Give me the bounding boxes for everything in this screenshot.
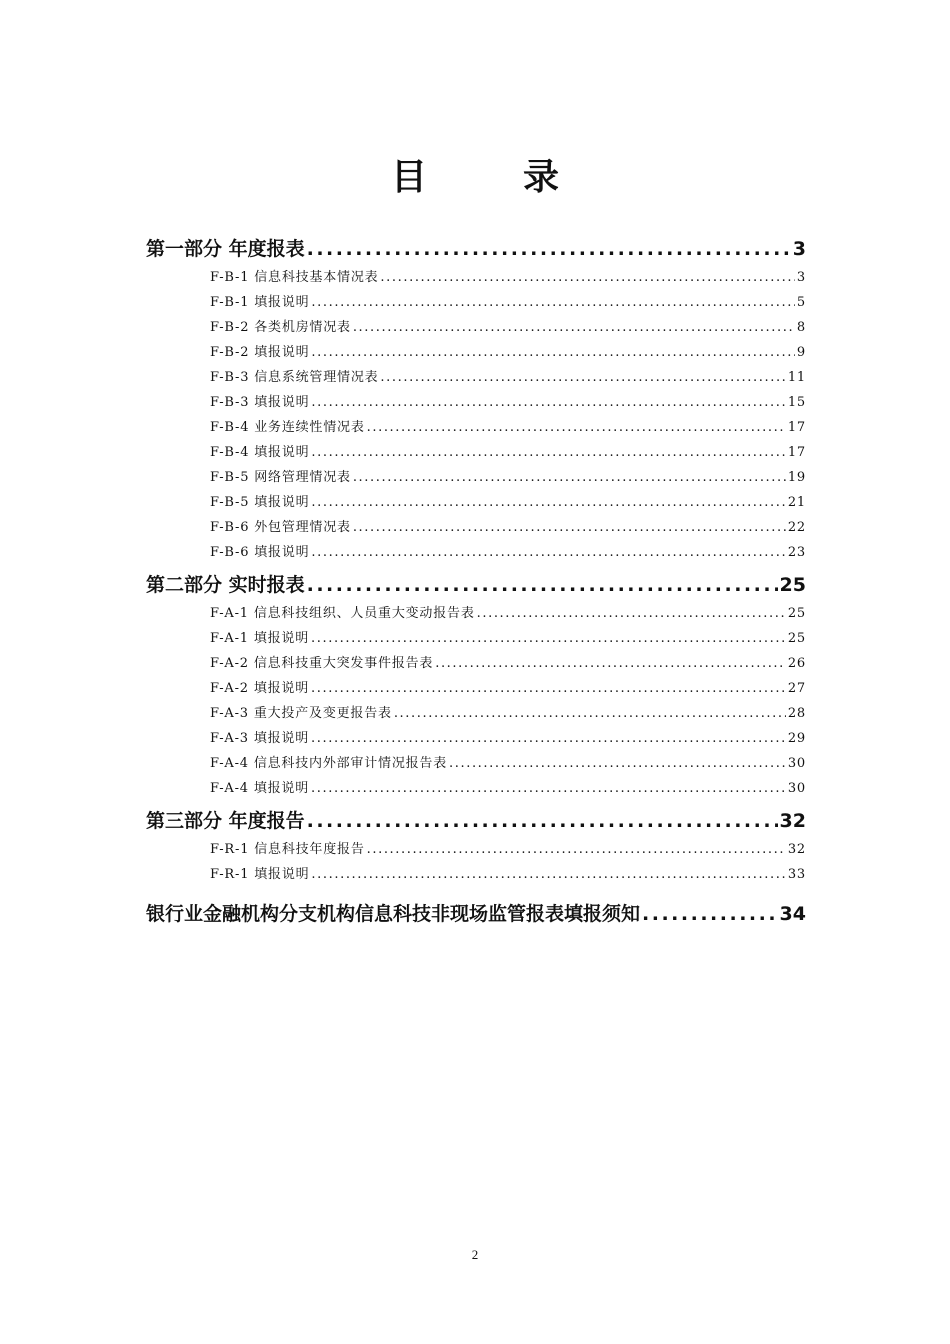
dot-leader — [367, 415, 786, 440]
toc-item-label: F-A-1 信息科技组织、人员重大变动报告表 — [210, 606, 475, 621]
dot-leader — [449, 751, 786, 776]
toc-item[interactable] — [146, 365, 806, 390]
dot-leader — [311, 490, 785, 515]
toc-item[interactable] — [146, 515, 806, 540]
toc-item[interactable] — [146, 340, 806, 365]
toc-item-page: 26 — [787, 656, 806, 671]
toc-item[interactable] — [146, 837, 806, 862]
toc-item[interactable] — [146, 776, 806, 801]
toc-item-page: 8 — [796, 320, 806, 335]
toc-item-label: F-A-3 重大投产及变更报告表 — [210, 706, 392, 721]
toc-item[interactable] — [146, 390, 806, 415]
toc-item[interactable] — [146, 440, 806, 465]
toc-notice-page: 34 — [779, 903, 806, 925]
toc-item-page: 9 — [796, 345, 806, 360]
dot-leader — [311, 862, 785, 887]
toc-section-label: 第一部分 年度报表 — [146, 238, 305, 260]
toc-item-label: F-B-6 外包管理情况表 — [210, 520, 351, 535]
toc-section-label: 第三部分 年度报告 — [146, 810, 305, 832]
toc-item-page: 25 — [787, 606, 806, 621]
toc-item-label: F-B-4 填报说明 — [210, 445, 310, 460]
toc-item-label: F-B-3 填报说明 — [210, 395, 310, 410]
toc-item[interactable] — [146, 265, 806, 290]
toc-item[interactable] — [146, 601, 806, 626]
toc-item-page: 29 — [787, 731, 806, 746]
dot-leader — [311, 676, 786, 701]
toc-section-page: 32 — [779, 810, 806, 832]
toc-item-page: 5 — [796, 295, 806, 310]
toc-item[interactable] — [146, 626, 806, 651]
dot-leader — [311, 290, 795, 315]
dot-leader — [353, 515, 786, 540]
dot-leader — [307, 233, 791, 265]
toc-item-page: 30 — [787, 756, 806, 771]
toc-item[interactable] — [146, 315, 806, 340]
toc-item-page: 23 — [787, 545, 806, 560]
toc-item-page: 17 — [787, 445, 806, 460]
toc-item-page: 32 — [787, 842, 806, 857]
toc-item-label: F-A-2 填报说明 — [210, 681, 310, 696]
toc-item-page: 19 — [787, 470, 806, 485]
toc-item-page: 28 — [787, 706, 806, 721]
dot-leader — [307, 569, 778, 601]
toc-item-label: F-A-2 信息科技重大突发事件报告表 — [210, 656, 434, 671]
dot-leader — [311, 440, 785, 465]
toc-item-page: 3 — [796, 270, 806, 285]
dot-leader — [353, 465, 786, 490]
toc-item-label: F-B-4 业务连续性情况表 — [210, 420, 365, 435]
toc-item-page: 21 — [787, 495, 806, 510]
dot-leader — [367, 837, 786, 862]
toc-item-page: 17 — [787, 420, 806, 435]
toc-item-label: F-B-1 填报说明 — [210, 295, 310, 310]
dot-leader — [380, 365, 785, 390]
toc-item-label: F-R-1 信息科技年度报告 — [210, 842, 365, 857]
toc-section-3[interactable] — [146, 805, 806, 837]
toc-item[interactable] — [146, 465, 806, 490]
dot-leader — [311, 390, 785, 415]
toc-item[interactable] — [146, 676, 806, 701]
dot-leader — [307, 805, 778, 837]
toc-item-label: F-A-1 填报说明 — [210, 631, 310, 646]
toc-section-2[interactable] — [146, 569, 806, 601]
toc-item-label: F-B-6 填报说明 — [210, 545, 310, 560]
toc-item[interactable] — [146, 751, 806, 776]
toc-item[interactable] — [146, 651, 806, 676]
dot-leader — [435, 651, 786, 676]
toc-item[interactable] — [146, 290, 806, 315]
toc-item-page: 11 — [787, 370, 806, 385]
dot-leader — [642, 898, 778, 930]
dot-leader — [311, 626, 786, 651]
toc-item-label: F-B-2 填报说明 — [210, 345, 310, 360]
toc-item-label: F-B-2 各类机房情况表 — [210, 320, 351, 335]
toc-item-label: F-A-4 填报说明 — [210, 781, 310, 796]
dot-leader — [477, 601, 786, 626]
toc-item-label: F-R-1 填报说明 — [210, 867, 310, 882]
toc-item[interactable] — [146, 415, 806, 440]
toc-section-page: 3 — [792, 238, 806, 260]
toc-item[interactable] — [146, 490, 806, 515]
toc-item[interactable] — [146, 701, 806, 726]
toc-item-page: 25 — [787, 631, 806, 646]
toc-section-label: 第二部分 实时报表 — [146, 574, 305, 596]
toc-item-label: F-B-3 信息系统管理情况表 — [210, 370, 379, 385]
toc-section-1[interactable] — [146, 233, 806, 265]
dot-leader — [380, 265, 795, 290]
toc-item-page: 33 — [787, 867, 806, 882]
toc-item-label: F-A-3 填报说明 — [210, 731, 310, 746]
toc-item[interactable] — [146, 726, 806, 751]
toc-item-page: 15 — [787, 395, 806, 410]
dot-leader — [311, 340, 795, 365]
toc-notice[interactable] — [146, 898, 806, 930]
page-number: 2 — [471, 1247, 479, 1262]
toc-item-label: F-A-4 信息科技内外部审计情况报告表 — [210, 756, 448, 771]
table-of-contents — [146, 233, 806, 930]
dot-leader — [311, 776, 786, 801]
toc-notice-label: 银行业金融机构分支机构信息科技非现场监管报表填报须知 — [146, 903, 641, 925]
toc-item-page: 27 — [787, 681, 806, 696]
dot-leader — [394, 701, 786, 726]
dot-leader — [353, 315, 795, 340]
toc-item-page: 30 — [787, 781, 806, 796]
dot-leader — [311, 726, 786, 751]
toc-title: 目 录 — [390, 157, 589, 198]
toc-section-page: 25 — [779, 574, 806, 596]
toc-item-label: F-B-1 信息科技基本情况表 — [210, 270, 379, 285]
toc-item[interactable] — [146, 540, 806, 565]
toc-item-label: F-B-5 网络管理情况表 — [210, 470, 351, 485]
toc-item[interactable] — [146, 862, 806, 887]
dot-leader — [311, 540, 785, 565]
toc-item-label: F-B-5 填报说明 — [210, 495, 310, 510]
toc-item-page: 22 — [787, 520, 806, 535]
